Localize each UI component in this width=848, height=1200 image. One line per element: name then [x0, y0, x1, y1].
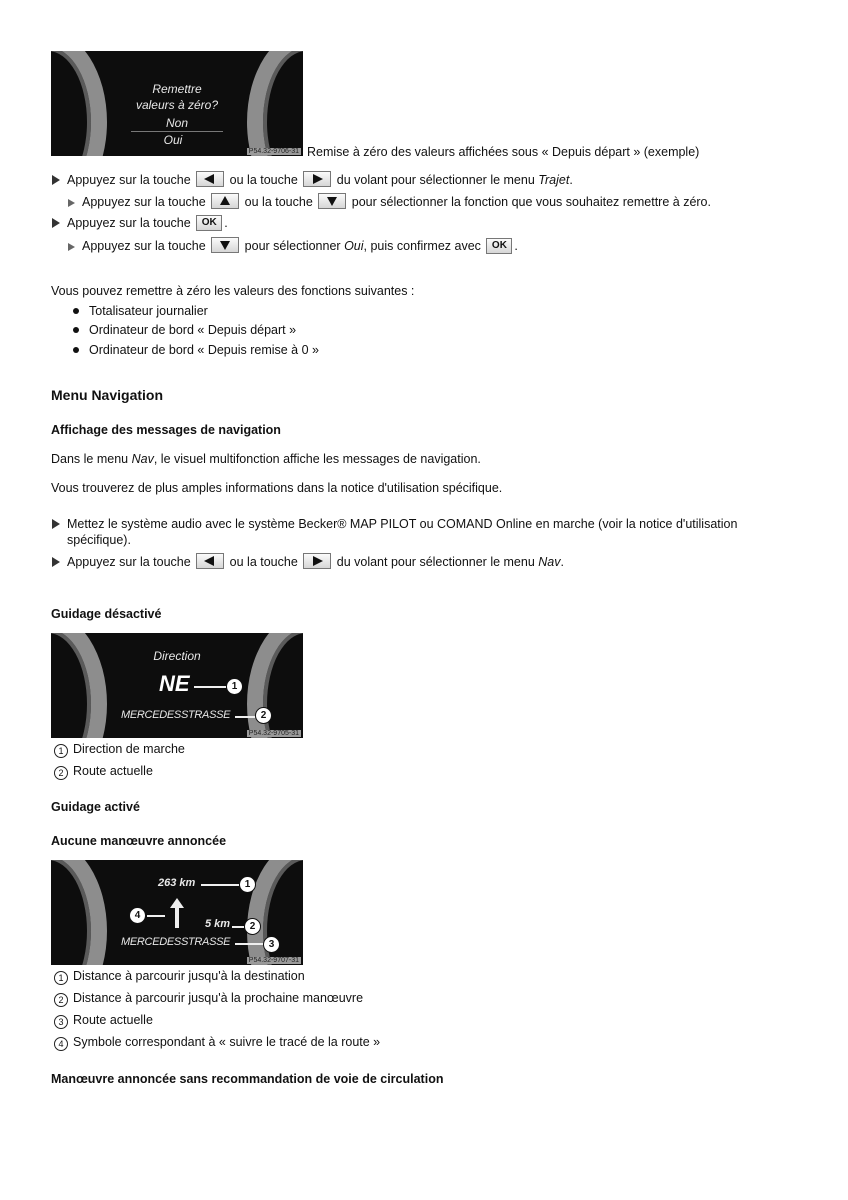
nav-step-audio: Mettez le système audio avec le système Becker® MAP PILOT ou COMAND Online en marche (voir la notice d'utilisation: [52, 516, 737, 532]
screen-divider: [131, 131, 223, 132]
number-2-icon: 2: [54, 993, 68, 1007]
reset-display-image: [51, 51, 303, 156]
callout-2: 2: [244, 918, 261, 935]
screen-street: MERCEDESSTRASSE: [121, 936, 231, 948]
callout-line: [235, 716, 255, 718]
ok-key-icon: OK: [196, 215, 222, 231]
screen-direction-title: Direction: [153, 649, 201, 663]
substep-arrow-icon: [68, 243, 75, 251]
callout-line: [201, 884, 239, 886]
reset-item: Ordinateur de bord « Depuis remise à 0 »: [73, 342, 319, 358]
legend-item: 2 Route actuelle: [54, 763, 153, 780]
callout-line: [147, 915, 165, 917]
screen-street: MERCEDESSTRASSE: [121, 709, 231, 721]
left-gauge: [51, 860, 107, 965]
guidage-off-title: Guidage désactivé: [51, 607, 162, 621]
manoeuvre-title: Manœuvre annoncée sans recommandation de voie de circulation: [51, 1072, 444, 1086]
number-3-icon: 3: [54, 1015, 68, 1029]
screen-line-2: valeurs à zéro?: [135, 98, 219, 112]
right-key-icon: [303, 553, 331, 569]
down-key-icon: [318, 193, 346, 209]
image-code: P54.32-9707-31: [248, 957, 299, 964]
callout-1: 1: [239, 876, 256, 893]
callout-1: 1: [226, 678, 243, 695]
screen-option-non: Non: [165, 116, 188, 130]
screen-line-1: Remettre: [152, 82, 202, 96]
screen-option-oui: Oui: [163, 133, 183, 147]
callout-3: 3: [263, 936, 280, 953]
nav-step-select-menu: Appuyez sur la touche ou la touche du volant pour sélectionner le menu Nav.: [52, 553, 564, 570]
reset-intro: Vous pouvez remettre à zéro les valeurs des fonctions suivantes :: [51, 284, 415, 298]
step-select-trajet: Appuyez sur la touche ou la touche du volant pour sélectionner le menu Trajet.: [52, 171, 573, 188]
reset-item: Totalisateur journalier: [73, 303, 208, 319]
guidage-on-title: Guidage activé: [51, 800, 140, 814]
step-arrow-icon: [52, 519, 60, 529]
legend-item: 4 Symbole correspondant à « suivre le tracé de la route »: [54, 1034, 380, 1051]
bullet-icon: [73, 347, 79, 353]
callout-4: 4: [129, 907, 146, 924]
down-key-icon: [211, 237, 239, 253]
guidance-display-image: [51, 860, 303, 965]
direction-display-image: [51, 633, 303, 738]
number-4-icon: 4: [54, 1037, 68, 1051]
step-arrow-icon: [52, 218, 60, 228]
image-code: P54.32-9706-31: [248, 148, 299, 155]
substep-select-function: Appuyez sur la touche ou la touche pour sélectionner la fonction que vous souhaitez remettre à zéro.: [68, 193, 711, 210]
step-press-ok: Appuyez sur la touche OK .: [52, 215, 228, 231]
figure-caption: Remise à zéro des valeurs affichées sous « Depuis départ » (exemple): [307, 145, 700, 159]
up-key-icon: [211, 193, 239, 209]
legend-item: 3 Route actuelle: [54, 1012, 153, 1029]
right-key-icon: [303, 171, 331, 187]
nav-paragraph-2: Vous trouverez de plus amples informations dans la notice d'utilisation spécifique.: [51, 481, 503, 495]
aucune-manoeuvre-title: Aucune manœuvre annoncée: [51, 834, 227, 848]
image-code: P54.32-9705-31: [248, 730, 299, 737]
ok-key-icon: OK: [486, 238, 512, 254]
screen-distance-manoeuvre: 5 km: [205, 918, 231, 930]
legend-item: 2 Distance à parcourir jusqu'à la prochaine manœuvre: [54, 990, 363, 1007]
callout-line: [194, 686, 226, 688]
section-title: Menu Navigation: [51, 387, 164, 403]
straight-arrow-icon: [170, 898, 184, 908]
nav-paragraph-1: Dans le menu Nav, le visuel multifonction affiche les messages de navigation.: [51, 452, 481, 466]
step-arrow-icon: [52, 557, 60, 567]
legend-item: 1 Direction de marche: [54, 741, 185, 758]
step-arrow-icon: [52, 175, 60, 185]
straight-arrow-stem: [175, 908, 179, 928]
nav-step-audio-cont: spécifique).: [67, 533, 131, 547]
number-1-icon: 1: [54, 971, 68, 985]
callout-2: 2: [255, 707, 272, 724]
bullet-icon: [73, 308, 79, 314]
number-1-icon: 1: [54, 744, 68, 758]
callout-line: [235, 943, 265, 945]
substep-arrow-icon: [68, 199, 75, 207]
left-key-icon: [196, 171, 224, 187]
subsection-title: Affichage des messages de navigation: [51, 423, 281, 437]
number-2-icon: 2: [54, 766, 68, 780]
screen-direction-value: NE: [159, 671, 190, 696]
callout-line: [232, 926, 244, 928]
legend-item: 1 Distance à parcourir jusqu'à la destination: [54, 968, 305, 985]
screen-distance-destination: 263 km: [158, 877, 196, 889]
bullet-icon: [73, 327, 79, 333]
substep-select-oui: Appuyez sur la touche pour sélectionner Oui, puis confirmez avec OK .: [68, 237, 518, 254]
left-key-icon: [196, 553, 224, 569]
reset-item: Ordinateur de bord « Depuis départ »: [73, 322, 296, 338]
